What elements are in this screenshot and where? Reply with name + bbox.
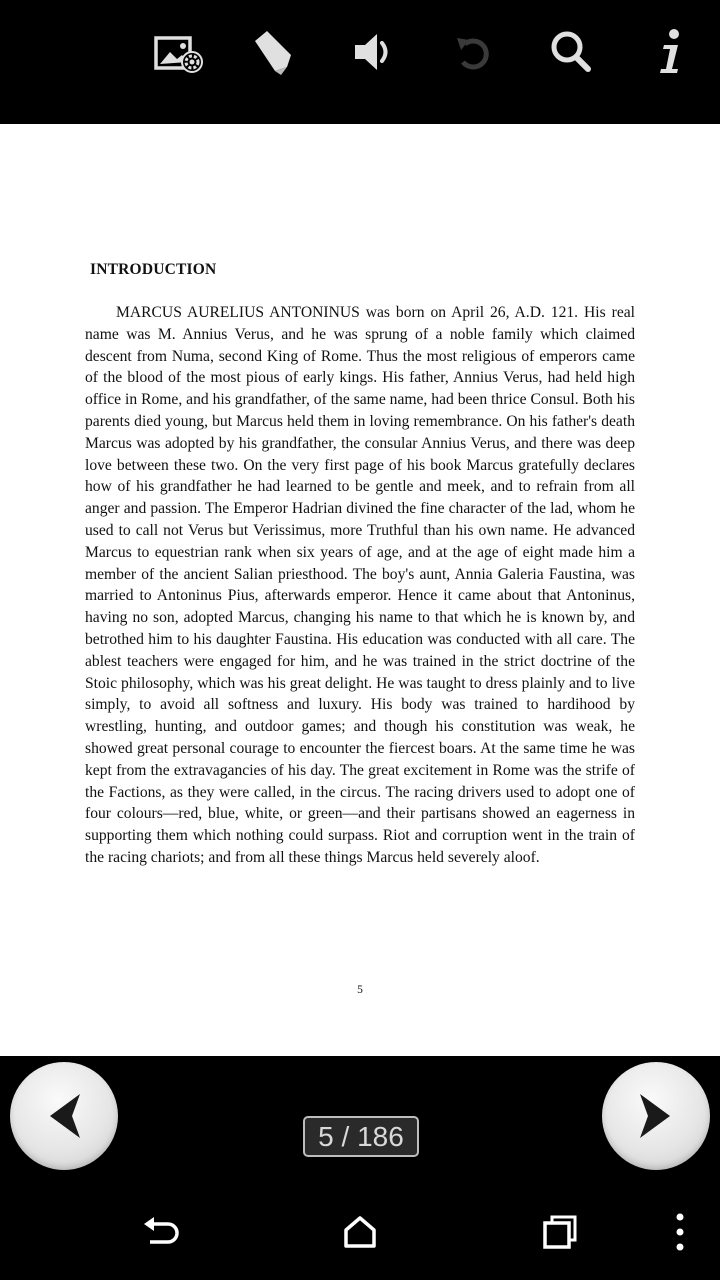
home-icon	[342, 1214, 378, 1250]
overflow-menu-button[interactable]	[654, 1206, 706, 1258]
info-button[interactable]	[640, 22, 700, 82]
image-settings-button[interactable]	[148, 22, 208, 82]
chevron-left-icon	[34, 1086, 94, 1146]
bookmark-button[interactable]	[242, 22, 302, 82]
recents-button[interactable]	[534, 1206, 586, 1258]
chapter-heading: INTRODUCTION	[90, 261, 217, 278]
page-number: 5	[357, 984, 363, 996]
body-paragraph: MARCUS AURELIUS ANTONINUS was born on April 26, A.D. 121. His real name was M. Annius Verus, and he was sprung of a noble family which claimed descent from Numa, second King of Rome. Thus the most religious of emperors came of the blood of the most pious of early kings. His father, Annius Verus, had held high office in Rome, and his grandfather, of the same name, had been thrice Consul. Both his parents died young, but Marcus held them in loving remembrance. On his father's death Marcus was adopted by his grandfather, the consular Annius Verus, and there was deep love between these two. On the very first page of his book Marcus gratefully declares how of his grandfather he had learned to be gentle and meek, and to refrain from all anger and passion. The Emperor Hadrian divined the fine character of the lad, whom he used to call not Verus but Verissimus, more Truthful than his own name. He advanced Marcus to equestrian rank when six years of age, and at the age of eight made him a member of the ancient Salian priesthood. The boy's aunt, Annia Galeria Faustina, was married to Antoninus Pius, afterwards emperor. Hence it came about that Antoninus, having no son, adopted Marcus, changing his name to that which he is known by, and betrothed him to his daughter Faustina. His education was conducted with all care. The ablest teachers were engaged for him, and he was trained in the strict doctrine of the Stoic philosophy, which was his great delight. He was taught to dress plainly and to live simply, to avoid all softness and luxury. His body was trained to hardihood by wrestling, hunting, and outdoor games; and though his constitution was weak, he showed great personal courage to encounter the fiercest boars. At the same time he was kept from the extravagancies of his day. The great excitement in Rome was the strife of the Factions, as they were called, in the circus. The racing drivers used to adopt one of four colours—red, blue, white, or green—and their partisans showed an eagerness in supporting them which nothing could surpass. Riot and corruption went in the train of the racing chariots; and from all these things Marcus held severely aloof.	[85, 304, 635, 866]
home-button[interactable]	[334, 1206, 386, 1258]
search-button[interactable]	[541, 22, 601, 82]
undo-button[interactable]	[443, 22, 503, 82]
chevron-right-icon	[626, 1086, 686, 1146]
back-icon	[140, 1214, 180, 1250]
speaker-icon	[349, 30, 399, 74]
next-page-button[interactable]	[602, 1062, 710, 1170]
page-navigation-bar	[0, 1056, 720, 1184]
bookmark-icon	[247, 27, 297, 77]
overflow-menu-icon	[674, 1212, 686, 1252]
image-settings-icon	[150, 28, 206, 76]
book-page	[0, 124, 720, 1056]
speaker-button[interactable]	[344, 22, 404, 82]
recents-icon	[542, 1214, 578, 1250]
system-navigation-bar	[0, 1184, 720, 1280]
search-icon	[548, 29, 594, 75]
back-button[interactable]	[134, 1206, 186, 1258]
top-toolbar	[0, 0, 720, 124]
previous-page-button[interactable]	[10, 1062, 118, 1170]
info-icon	[650, 27, 690, 77]
undo-icon	[451, 30, 495, 74]
page-indicator[interactable]: 5 / 186	[303, 1116, 419, 1157]
